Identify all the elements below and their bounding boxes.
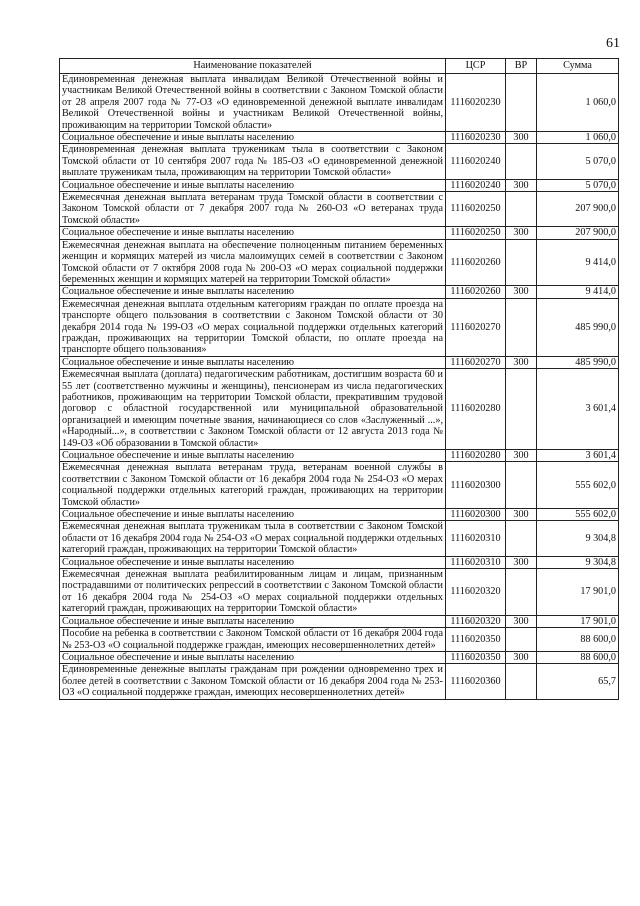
table-row (60, 239, 619, 286)
cell-vr (506, 192, 537, 227)
cell-vr (506, 74, 537, 132)
cell-sum: 207 900,0 (537, 192, 619, 227)
header-vr: ВР (506, 59, 537, 74)
cell-name: Ежемесячная денежная выплата труженикам тыла в соответствии с Законом Томской области от 16 декабря 2004 года № 254-ОЗ «О мерах социальной поддержки отдельных категорий граждан, проживающих на территории Томской области» (60, 521, 446, 556)
table-row (60, 664, 619, 699)
cell-sum: 9 414,0 (537, 286, 619, 298)
cell-sum: 88 600,0 (537, 651, 619, 663)
cell-vr: 300 (506, 227, 537, 239)
table-body (60, 74, 619, 700)
cell-vr: 300 (506, 356, 537, 368)
cell-sum: 1 060,0 (537, 74, 619, 132)
cell-vr (506, 239, 537, 286)
cell-name: Социальное обеспечение и иные выплаты населению (60, 286, 446, 298)
table-row (60, 74, 619, 132)
cell-name: Единовременная денежная выплата труженикам тыла в соответствии с Законом Томской области от 10 сентября 2007 года № 185-ОЗ «О единовременной денежной выплате труженикам тыла, проживающим на территории Томской области» (60, 144, 446, 179)
table-row (60, 286, 619, 298)
cell-vr (506, 628, 537, 652)
cell-name: Социальное обеспечение и иные выплаты населению (60, 615, 446, 627)
cell-name: Ежемесячная выплата (доплата) педагогическим работникам, достигшим возраста 60 и 55 лет (соответственно мужчины и женщины), пенсионерам из числа педагогических работников, проживающим на территории Томской области, прекратившим трудовой договор с областной государственной или муниципальной образовательной организацией и имеющим почетные звания, начинающиеся со слов «Заслуженный ...», «Народный...», в соответствии с Законом Томской области от 12 августа 2013 года № 149-ОЗ «Об образовании в Томской области» (60, 369, 446, 450)
cell-vr (506, 369, 537, 450)
cell-csr: 1116020360 (446, 664, 506, 699)
table-row (60, 556, 619, 568)
cell-csr: 1116020230 (446, 132, 506, 144)
cell-name: Пособие на ребенка в соответствии с Законом Томской области от 16 декабря 2004 года № 253-ОЗ «О социальной поддержке граждан, имеющих несовершеннолетних детей» (60, 628, 446, 652)
cell-name: Ежемесячная денежная выплата ветеранам труда Томской области в соответствии с Законом Томской области от 7 декабря 2007 года № 260-ОЗ «О ветеранах труда Томской области» (60, 192, 446, 227)
cell-vr: 300 (506, 509, 537, 521)
cell-vr: 300 (506, 615, 537, 627)
cell-csr: 1116020310 (446, 521, 506, 556)
cell-vr: 300 (506, 450, 537, 462)
header-name: Наименование показателей (60, 59, 446, 74)
cell-name: Единовременные денежные выплаты гражданам при рождении одновременно трех и более детей в соответствии с Законом Томской области от 16 декабря 2004 года № 253-ОЗ «О социальной поддержке граждан, имеющих несовершеннолетних детей» (60, 664, 446, 699)
table-row (60, 450, 619, 462)
cell-sum: 3 601,4 (537, 369, 619, 450)
cell-sum: 207 900,0 (537, 227, 619, 239)
table-row (60, 615, 619, 627)
cell-sum: 555 602,0 (537, 509, 619, 521)
cell-sum: 485 990,0 (537, 356, 619, 368)
cell-csr: 1116020310 (446, 556, 506, 568)
table-row (60, 628, 619, 652)
cell-name: Социальное обеспечение и иные выплаты населению (60, 509, 446, 521)
cell-name: Ежемесячная денежная выплата отдельным категориям граждан по оплате проезда на транспорте общего пользования в соответствии с Законом Томской области от 30 декабря 2014 года № 199-ОЗ «О мерах социальной поддержки отдельных категорий граждан, проживающих на территории Томской области, по оплате проезда на транспорте общего пользования» (60, 298, 446, 356)
table-row (60, 132, 619, 144)
table-row (60, 192, 619, 227)
cell-name: Ежемесячная денежная выплата на обеспечение полноценным питанием беременных женщин и кормящих матерей из числа малоимущих семей в соответствии с Законом Томской области от 7 октября 2008 года № 200-ОЗ «О мерах социальной поддержки беременных женщин и кормящих матерей на территории Томской области» (60, 239, 446, 286)
cell-sum: 9 304,8 (537, 521, 619, 556)
cell-csr: 1116020260 (446, 286, 506, 298)
cell-sum: 9 304,8 (537, 556, 619, 568)
cell-sum: 17 901,0 (537, 569, 619, 616)
table-row (60, 144, 619, 179)
cell-csr: 1116020270 (446, 356, 506, 368)
cell-sum: 1 060,0 (537, 132, 619, 144)
cell-csr: 1116020300 (446, 509, 506, 521)
cell-sum: 555 602,0 (537, 462, 619, 509)
table-row (60, 179, 619, 191)
cell-vr (506, 664, 537, 699)
cell-name: Социальное обеспечение и иные выплаты населению (60, 179, 446, 191)
cell-csr: 1116020280 (446, 450, 506, 462)
cell-csr: 1116020300 (446, 462, 506, 509)
table-row (60, 521, 619, 556)
cell-name: Социальное обеспечение и иные выплаты населению (60, 556, 446, 568)
budget-table (59, 58, 619, 700)
cell-name: Социальное обеспечение и иные выплаты населению (60, 132, 446, 144)
cell-csr: 1116020350 (446, 628, 506, 652)
cell-sum: 9 414,0 (537, 239, 619, 286)
cell-csr: 1116020240 (446, 179, 506, 191)
table-row (60, 651, 619, 663)
cell-sum: 485 990,0 (537, 298, 619, 356)
header-sum: Сумма (537, 59, 619, 74)
cell-vr (506, 298, 537, 356)
cell-vr (506, 521, 537, 556)
table-row (60, 509, 619, 521)
cell-vr (506, 462, 537, 509)
cell-vr: 300 (506, 651, 537, 663)
cell-name: Социальное обеспечение и иные выплаты населению (60, 356, 446, 368)
cell-sum: 88 600,0 (537, 628, 619, 652)
cell-name: Социальное обеспечение и иные выплаты населению (60, 227, 446, 239)
table-row (60, 356, 619, 368)
cell-csr: 1116020240 (446, 144, 506, 179)
header-row (60, 59, 619, 74)
table-header (60, 59, 619, 74)
table-row (60, 569, 619, 616)
cell-name: Ежемесячная денежная выплата ветеранам труда, ветеранам военной службы в соответствии с Законом Томской области от 16 декабря 2004 года № 254-ОЗ «О мерах социальной поддержки отдельных категорий граждан, проживающих на территории Томской области» (60, 462, 446, 509)
cell-sum: 3 601,4 (537, 450, 619, 462)
cell-name: Единовременная денежная выплата инвалидам Великой Отечественной войны и участникам Великой Отечественной войны в соответствии с Законом Томской области от 28 апреля 2007 года № 77-ОЗ «О единовременной денежной выплате инвалидам Великой Отечественной войны и участникам Великой Отечественной войны, проживающим на территории Томской области» (60, 74, 446, 132)
cell-csr: 1116020270 (446, 298, 506, 356)
cell-csr: 1116020280 (446, 369, 506, 450)
cell-vr (506, 144, 537, 179)
cell-vr: 300 (506, 132, 537, 144)
cell-name: Социальное обеспечение и иные выплаты населению (60, 450, 446, 462)
cell-csr: 1116020250 (446, 192, 506, 227)
page-number: 61 (606, 36, 620, 51)
cell-csr: 1116020230 (446, 74, 506, 132)
cell-csr: 1116020250 (446, 227, 506, 239)
cell-vr: 300 (506, 179, 537, 191)
cell-csr: 1116020260 (446, 239, 506, 286)
cell-csr: 1116020350 (446, 651, 506, 663)
cell-sum: 5 070,0 (537, 179, 619, 191)
cell-name: Социальное обеспечение и иные выплаты населению (60, 651, 446, 663)
cell-sum: 65,7 (537, 664, 619, 699)
table-row (60, 462, 619, 509)
cell-name: Ежемесячная денежная выплата реабилитированным лицам и лицам, признанным пострадавшими от политических репрессий в соответствии с Законом Томской области от 16 декабря 2004 года № 254-ОЗ «О мерах социальной поддержки отдельных категорий граждан, проживающих на территории Томской области» (60, 569, 446, 616)
cell-vr: 300 (506, 286, 537, 298)
cell-csr: 1116020320 (446, 615, 506, 627)
table-row (60, 298, 619, 356)
cell-csr: 1116020320 (446, 569, 506, 616)
table-row (60, 227, 619, 239)
cell-vr: 300 (506, 556, 537, 568)
header-csr: ЦСР (446, 59, 506, 74)
table-row (60, 369, 619, 450)
cell-sum: 5 070,0 (537, 144, 619, 179)
cell-vr (506, 569, 537, 616)
cell-sum: 17 901,0 (537, 615, 619, 627)
